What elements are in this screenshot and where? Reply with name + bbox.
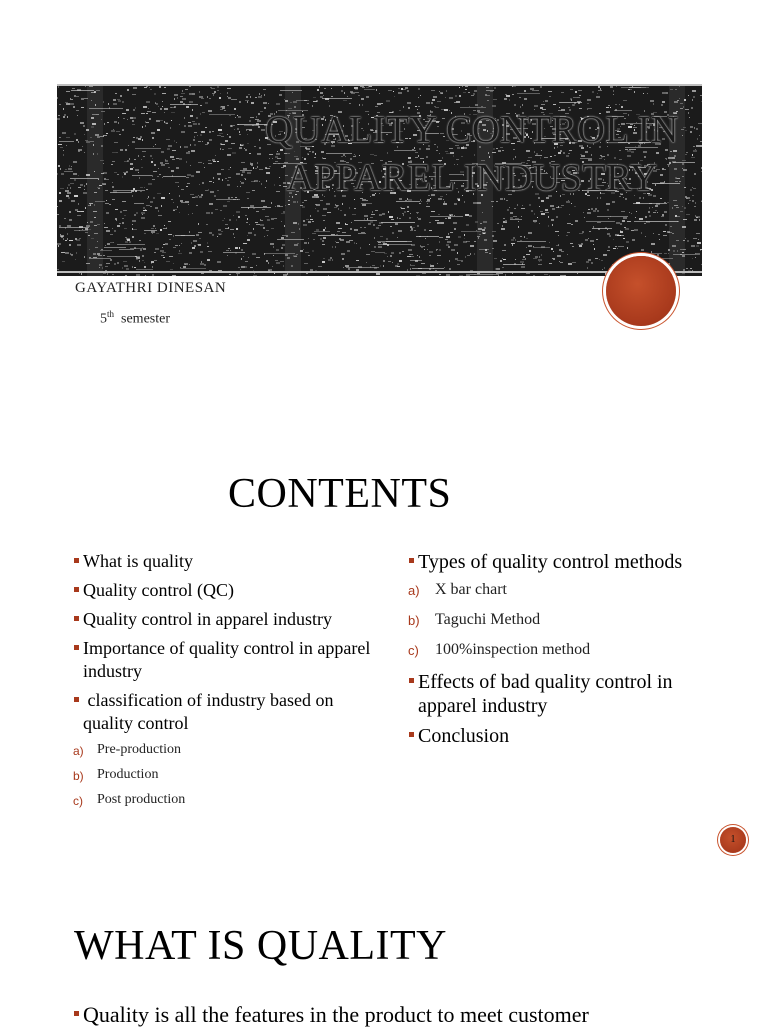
sub-list-item [73,791,373,809]
bullet-square-icon [409,732,414,737]
sub-list-item [73,766,373,784]
semester-label [100,309,170,328]
list-item [73,579,373,602]
title-banner [57,84,702,276]
sub-item-text: Post production [97,792,186,807]
sub-item-text: 100%inspection method [435,641,591,658]
sub-item-letter: b) [73,769,84,783]
sub-list-item [408,640,708,660]
list-item [73,689,373,735]
page-number: 1 [730,834,736,845]
bullet-square-icon [74,558,79,563]
sub-item-text: Taguchi Method [435,611,541,628]
sub-item-letter: c) [408,643,419,658]
what-is-quality-heading: WHAT IS QUALITY [74,923,448,969]
list-item [408,550,708,574]
semester-suffix: th [107,309,115,319]
banner-bottom-rule [57,271,702,273]
sub-item-text: Pre-production [97,742,181,757]
contents-left-column [73,550,373,816]
sub-item-letter: c) [73,794,83,808]
banner-top-rule [57,84,702,86]
bullet-text: Quality is all the features in the product to meet customer [83,1002,589,1027]
sub-item-letter: a) [73,744,84,758]
page-number-badge [720,827,746,853]
list-item-text: Quality control in apparel industry [83,609,332,629]
presentation-title [257,106,687,202]
list-item-text: Conclusion [418,725,510,747]
bullet-square-icon [74,697,79,702]
what-is-quality-bullet [74,1000,589,1030]
list-item-text: Importance of quality control in apparel industry [83,638,371,681]
sub-item-letter: a) [408,583,420,598]
title-line-1: QUALITY CONTROL IN [265,109,679,151]
contents-right-column [408,550,708,754]
contents-heading: CONTENTS [228,471,452,517]
bullet-square-icon [74,645,79,650]
bullet-square-icon [74,616,79,621]
sub-list-item [408,580,708,600]
sub-item-text: Production [97,767,159,782]
bullet-square-icon [74,1011,79,1016]
bullet-square-icon [74,587,79,592]
sub-list-item [73,741,373,759]
sub-list-item [408,610,708,630]
list-item-text: Quality control (QC) [83,580,234,600]
list-item [73,550,373,573]
author-name: GAYATHRI DINESAN [75,280,227,296]
accent-circle-large [606,256,676,326]
semester-word: semester [121,311,170,327]
bullet-square-icon [409,678,414,683]
list-item-text: What is quality [83,551,193,571]
list-item [73,637,373,683]
list-item-text: Effects of bad quality control in apparel industry [418,671,673,717]
title-line-2: APPAREL INDUSTRY [286,157,658,199]
list-item-text: Types of quality control methods [418,551,683,573]
sub-item-text: X bar chart [435,581,507,598]
list-item [73,608,373,631]
sub-item-letter: b) [408,613,420,628]
list-item [408,724,708,748]
semester-number: 5 [100,311,107,327]
list-item [408,670,708,718]
list-item-text: classification of industry based on quality control [83,690,338,733]
bullet-square-icon [409,558,414,563]
